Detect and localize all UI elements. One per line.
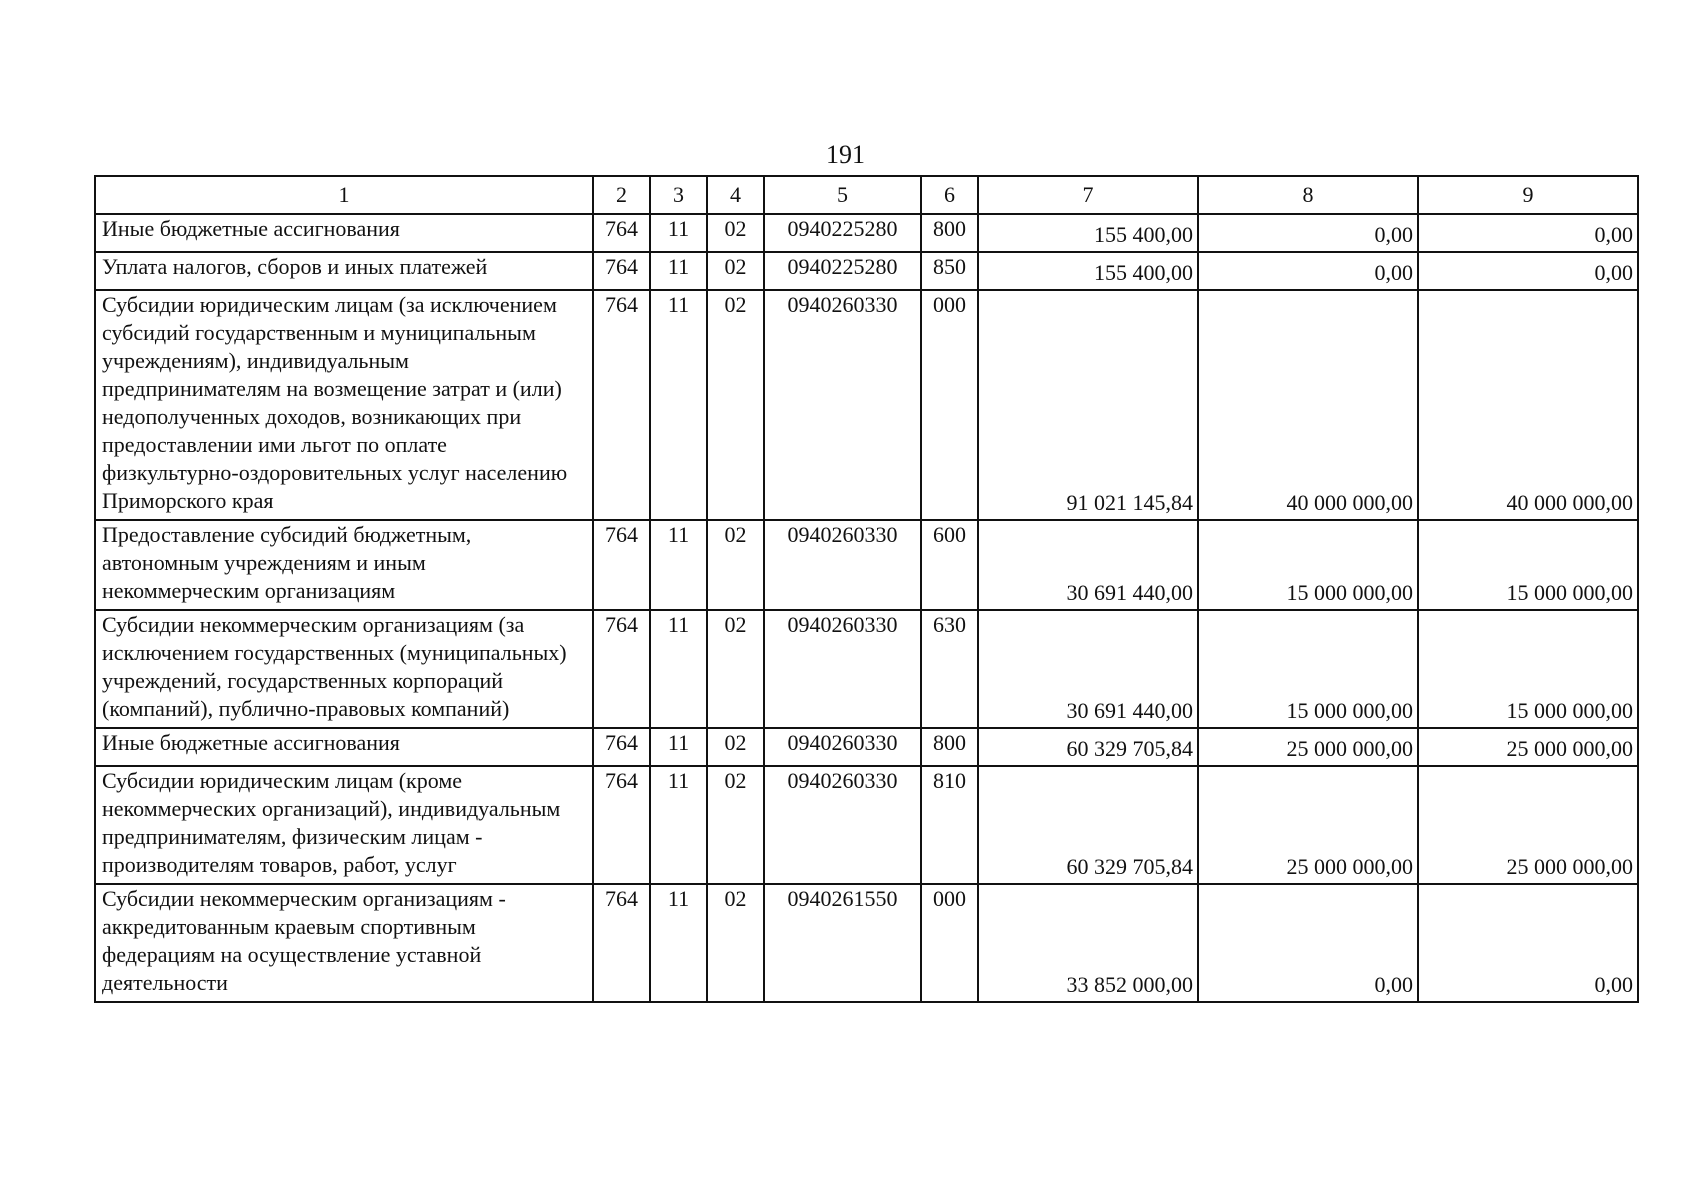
row-name: Иные бюджетные ассигнования [95,728,593,766]
row-amount-9: 25 000 000,00 [1418,766,1638,884]
row-amount-7: 155 400,00 [978,214,1198,252]
row-code-6: 600 [921,520,978,610]
row-code-5: 0940260330 [764,728,921,766]
row-amount-7: 60 329 705,84 [978,766,1198,884]
column-header: 3 [650,176,707,214]
row-code-2: 764 [593,252,650,290]
row-name: Субсидии юридическим лицам (за исключением субсидий государственным и муниципальным учреждениям), индивидуальным предпринимателям на возмещение затрат и (или) недополученных доходов, возникающих при предоставлении ими льгот по оплате физкультурно-оздоровительных услуг населению Приморского края [95,290,593,520]
row-amount-7: 155 400,00 [978,252,1198,290]
table-row [95,252,1638,290]
row-amount-8: 0,00 [1198,214,1418,252]
row-code-6: 000 [921,884,978,1002]
row-code-4: 02 [707,252,764,290]
row-code-5: 0940261550 [764,884,921,1002]
row-amount-8: 25 000 000,00 [1198,766,1418,884]
row-code-3: 11 [650,610,707,728]
row-amount-8: 0,00 [1198,252,1418,290]
row-amount-9: 15 000 000,00 [1418,520,1638,610]
row-code-6: 810 [921,766,978,884]
budget-table [94,175,1639,1003]
row-code-3: 11 [650,728,707,766]
row-amount-9: 0,00 [1418,884,1638,1002]
row-code-4: 02 [707,290,764,520]
header-row [95,176,1638,214]
row-amount-7: 60 329 705,84 [978,728,1198,766]
row-code-6: 000 [921,290,978,520]
row-code-4: 02 [707,728,764,766]
column-header: 8 [1198,176,1418,214]
row-code-2: 764 [593,610,650,728]
row-name: Предоставление субсидий бюджетным, автономным учреждениям и иным некоммерческим организациям [95,520,593,610]
row-amount-7: 91 021 145,84 [978,290,1198,520]
row-name: Уплата налогов, сборов и иных платежей [95,252,593,290]
row-code-6: 800 [921,728,978,766]
table-row [95,766,1638,884]
row-code-2: 764 [593,290,650,520]
row-code-5: 0940260330 [764,290,921,520]
column-header: 7 [978,176,1198,214]
table-row [95,520,1638,610]
column-header: 2 [593,176,650,214]
row-code-5: 0940260330 [764,610,921,728]
row-code-2: 764 [593,766,650,884]
column-header: 1 [95,176,593,214]
row-amount-9: 15 000 000,00 [1418,610,1638,728]
row-code-4: 02 [707,766,764,884]
table-row [95,610,1638,728]
row-amount-9: 40 000 000,00 [1418,290,1638,520]
table-row [95,728,1638,766]
row-amount-9: 0,00 [1418,252,1638,290]
row-code-5: 0940225280 [764,252,921,290]
row-amount-7: 33 852 000,00 [978,884,1198,1002]
row-amount-7: 30 691 440,00 [978,520,1198,610]
row-code-3: 11 [650,766,707,884]
row-name: Субсидии некоммерческим организациям - аккредитованным краевым спортивным федерациям на осуществление уставной деятельности [95,884,593,1002]
row-amount-9: 25 000 000,00 [1418,728,1638,766]
row-name: Субсидии некоммерческим организациям (за исключением государственных (муниципальных) учреждений, государственных корпораций (компаний), публично-правовых компаний) [95,610,593,728]
row-code-2: 764 [593,884,650,1002]
table-row [95,214,1638,252]
column-header: 9 [1418,176,1638,214]
row-name: Субсидии юридическим лицам (кроме некоммерческих организаций), индивидуальным предпринимателям, физическим лицам - производителям товаров, работ, услуг [95,766,593,884]
row-code-2: 764 [593,214,650,252]
row-amount-8: 15 000 000,00 [1198,520,1418,610]
row-amount-8: 0,00 [1198,884,1418,1002]
table-row [95,884,1638,1002]
row-name: Иные бюджетные ассигнования [95,214,593,252]
row-amount-7: 30 691 440,00 [978,610,1198,728]
row-code-4: 02 [707,214,764,252]
row-code-4: 02 [707,884,764,1002]
row-code-3: 11 [650,884,707,1002]
row-code-6: 850 [921,252,978,290]
row-amount-8: 15 000 000,00 [1198,610,1418,728]
row-code-3: 11 [650,252,707,290]
column-header: 5 [764,176,921,214]
row-code-2: 764 [593,520,650,610]
column-header: 6 [921,176,978,214]
row-code-6: 800 [921,214,978,252]
row-amount-9: 0,00 [1418,214,1638,252]
row-code-3: 11 [650,214,707,252]
row-code-3: 11 [650,290,707,520]
row-code-5: 0940260330 [764,766,921,884]
row-code-5: 0940260330 [764,520,921,610]
page-number: 191 [826,140,865,169]
row-code-4: 02 [707,610,764,728]
row-amount-8: 40 000 000,00 [1198,290,1418,520]
table-row [95,290,1638,520]
row-code-4: 02 [707,520,764,610]
row-amount-8: 25 000 000,00 [1198,728,1418,766]
column-header: 4 [707,176,764,214]
row-code-5: 0940225280 [764,214,921,252]
row-code-6: 630 [921,610,978,728]
row-code-2: 764 [593,728,650,766]
row-code-3: 11 [650,520,707,610]
